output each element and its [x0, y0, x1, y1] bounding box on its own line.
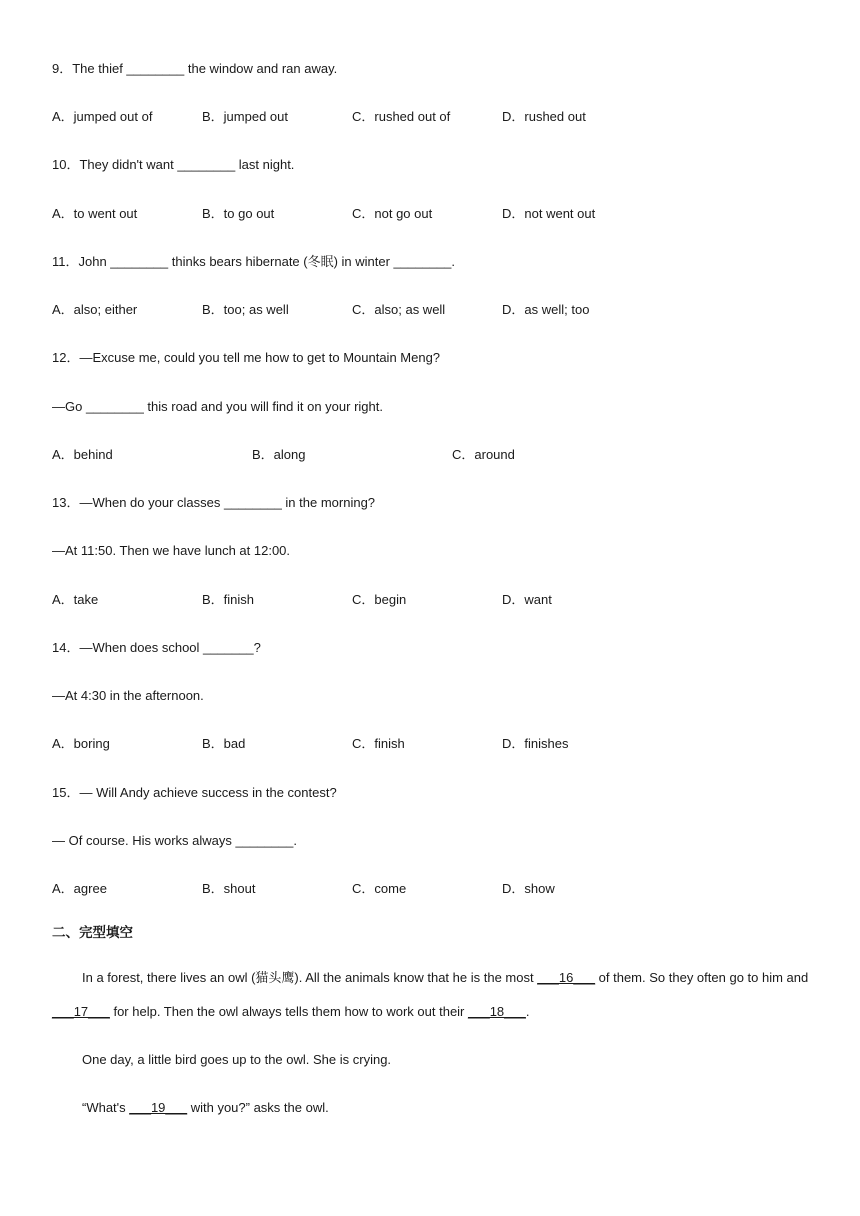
- option-b[interactable]: B．to go out: [202, 206, 275, 221]
- question-12-answer-line: —Go ________ this road and you will find it on your right.: [52, 399, 383, 414]
- option-b[interactable]: B．jumped out: [202, 109, 288, 124]
- option-c[interactable]: C．finish: [352, 736, 405, 751]
- option-b[interactable]: B．bad: [202, 736, 246, 751]
- question-13-options: [52, 591, 812, 609]
- blank-16[interactable]: ___16___: [537, 970, 596, 985]
- cloze-text: In a forest, there lives an owl (猫头鹰). All the animals know that he is the most: [82, 970, 538, 985]
- cloze-text: for help. Then the owl always tells them how to work out their: [109, 1004, 468, 1019]
- question-9-stem: 9．The thief ________ the window and ran away.: [52, 61, 338, 76]
- question-15-options: [52, 880, 812, 898]
- option-c[interactable]: C．also; as well: [352, 302, 446, 317]
- option-d[interactable]: D．finishes: [502, 736, 569, 751]
- option-d[interactable]: D．want: [502, 592, 552, 607]
- question-13-answer-line: —At 11:50. Then we have lunch at 12:00.: [52, 543, 291, 558]
- cloze-paragraph-3: [52, 1091, 812, 1125]
- cloze-text: of them. So they often go to him and: [595, 970, 809, 985]
- question-12-stem: 12．—Excuse me, could you tell me how to get to Mountain Meng?: [52, 350, 441, 365]
- option-a[interactable]: A．to went out: [52, 206, 138, 221]
- question-15-answer-line: — Of course. His works always ________.: [52, 833, 297, 848]
- cloze-text: .: [525, 1004, 530, 1019]
- option-a[interactable]: A．also; either: [52, 302, 138, 317]
- question-10-stem: 10．They didn't want ________ last night.: [52, 157, 295, 172]
- section-title-cloze: 二、完型填空: [52, 925, 133, 941]
- question-13-stem: 13．—When do your classes ________ in the morning?: [52, 495, 376, 510]
- cloze-text: “What's: [82, 1100, 130, 1115]
- option-a[interactable]: A．behind: [52, 447, 113, 462]
- option-b[interactable]: B．finish: [202, 592, 255, 607]
- option-d[interactable]: D．rushed out: [502, 109, 586, 124]
- option-a[interactable]: A．boring: [52, 736, 110, 751]
- option-c[interactable]: C．rushed out of: [352, 109, 451, 124]
- option-c[interactable]: C．come: [352, 881, 407, 896]
- option-b[interactable]: B．too; as well: [202, 302, 289, 317]
- option-d[interactable]: D．not went out: [502, 206, 596, 221]
- option-c[interactable]: C．begin: [352, 592, 407, 607]
- blank-18[interactable]: ___18___: [468, 1004, 526, 1019]
- question-12-options: [52, 446, 812, 464]
- cloze-text: with you?” asks the owl.: [187, 1100, 329, 1115]
- option-d[interactable]: D．show: [502, 881, 555, 896]
- option-b[interactable]: B．along: [252, 447, 306, 462]
- question-14-options: [52, 735, 812, 753]
- question-11-options: [52, 301, 812, 319]
- option-c[interactable]: C．not go out: [352, 206, 433, 221]
- blank-17[interactable]: ___17___: [52, 1004, 110, 1019]
- option-d[interactable]: D．as well; too: [502, 302, 590, 317]
- question-15-stem: 15．— Will Andy achieve success in the contest?: [52, 785, 337, 800]
- question-11-stem: 11．John ________ thinks bears hibernate (冬眠) in winter ________.: [52, 254, 456, 269]
- blank-19[interactable]: ___19___: [129, 1100, 188, 1115]
- question-10-options: [52, 205, 812, 223]
- option-c[interactable]: C．around: [452, 447, 515, 462]
- option-a[interactable]: A．agree: [52, 881, 107, 896]
- question-9-options: [52, 108, 812, 126]
- option-a[interactable]: A．jumped out of: [52, 109, 153, 124]
- question-14-answer-line: —At 4:30 in the afternoon.: [52, 688, 204, 703]
- option-b[interactable]: B．shout: [202, 881, 256, 896]
- cloze-paragraph-1: [52, 961, 812, 1029]
- question-14-stem: 14．—When does school _______?: [52, 640, 261, 655]
- cloze-paragraph-2: One day, a little bird goes up to the owl. She is crying.: [82, 1052, 392, 1067]
- option-a[interactable]: A．take: [52, 592, 99, 607]
